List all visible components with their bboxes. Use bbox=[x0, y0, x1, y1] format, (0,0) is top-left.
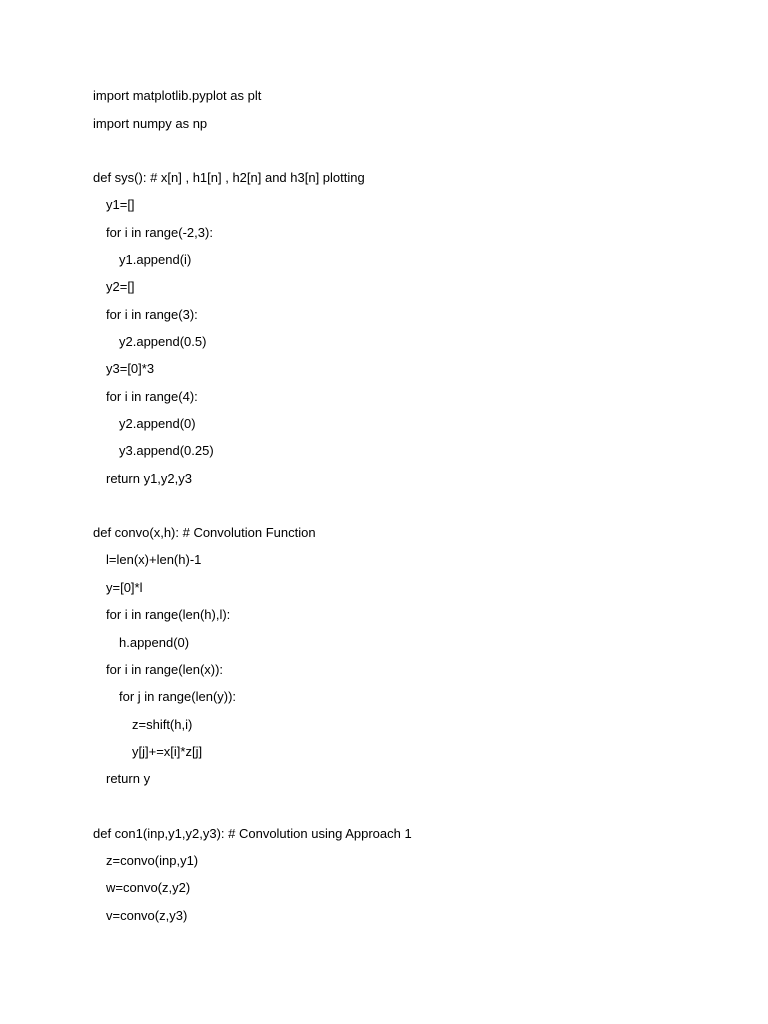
code-line: return y1,y2,y3 bbox=[106, 471, 192, 486]
code-line: for i in range(len(x)): bbox=[106, 662, 224, 677]
code-line: for i in range(4): bbox=[106, 389, 198, 404]
code-line: return y bbox=[106, 771, 151, 786]
code-line: y1.append(i) bbox=[119, 252, 192, 267]
code-line: def convo(x,h): # Convolution Function bbox=[93, 525, 316, 540]
code-line: def con1(inp,y1,y2,y3): # Convolution using Approach 1 bbox=[93, 826, 412, 841]
code-line: y3=[0]*3 bbox=[106, 361, 155, 376]
code-line: w=convo(z,y2) bbox=[106, 880, 191, 895]
code-line: h.append(0) bbox=[119, 635, 190, 650]
code-line: y[j]+=x[i]*z[j] bbox=[132, 744, 203, 759]
code-line: for i in range(3): bbox=[106, 307, 198, 322]
code-line: z=shift(h,i) bbox=[132, 717, 193, 732]
code-line: y=[0]*l bbox=[106, 580, 143, 595]
code-line: z=convo(inp,y1) bbox=[106, 853, 199, 868]
code-line: def sys(): # x[n] , h1[n] , h2[n] and h3[n] plotting bbox=[93, 170, 365, 185]
code-line: y2=[] bbox=[106, 279, 135, 294]
code-line: import numpy as np bbox=[93, 116, 208, 131]
code-line: for j in range(len(y)): bbox=[119, 689, 237, 704]
code-line: for i in range(len(h),l): bbox=[106, 607, 231, 622]
code-line: y2.append(0) bbox=[119, 416, 196, 431]
code-line: y2.append(0.5) bbox=[119, 334, 207, 349]
code-line: y3.append(0.25) bbox=[119, 443, 214, 458]
code-line: for i in range(-2,3): bbox=[106, 225, 213, 240]
code-line: import matplotlib.pyplot as plt bbox=[93, 88, 262, 103]
code-line: l=len(x)+len(h)-1 bbox=[106, 552, 202, 567]
code-line: v=convo(z,y3) bbox=[106, 908, 188, 923]
code-line: y1=[] bbox=[106, 197, 135, 212]
